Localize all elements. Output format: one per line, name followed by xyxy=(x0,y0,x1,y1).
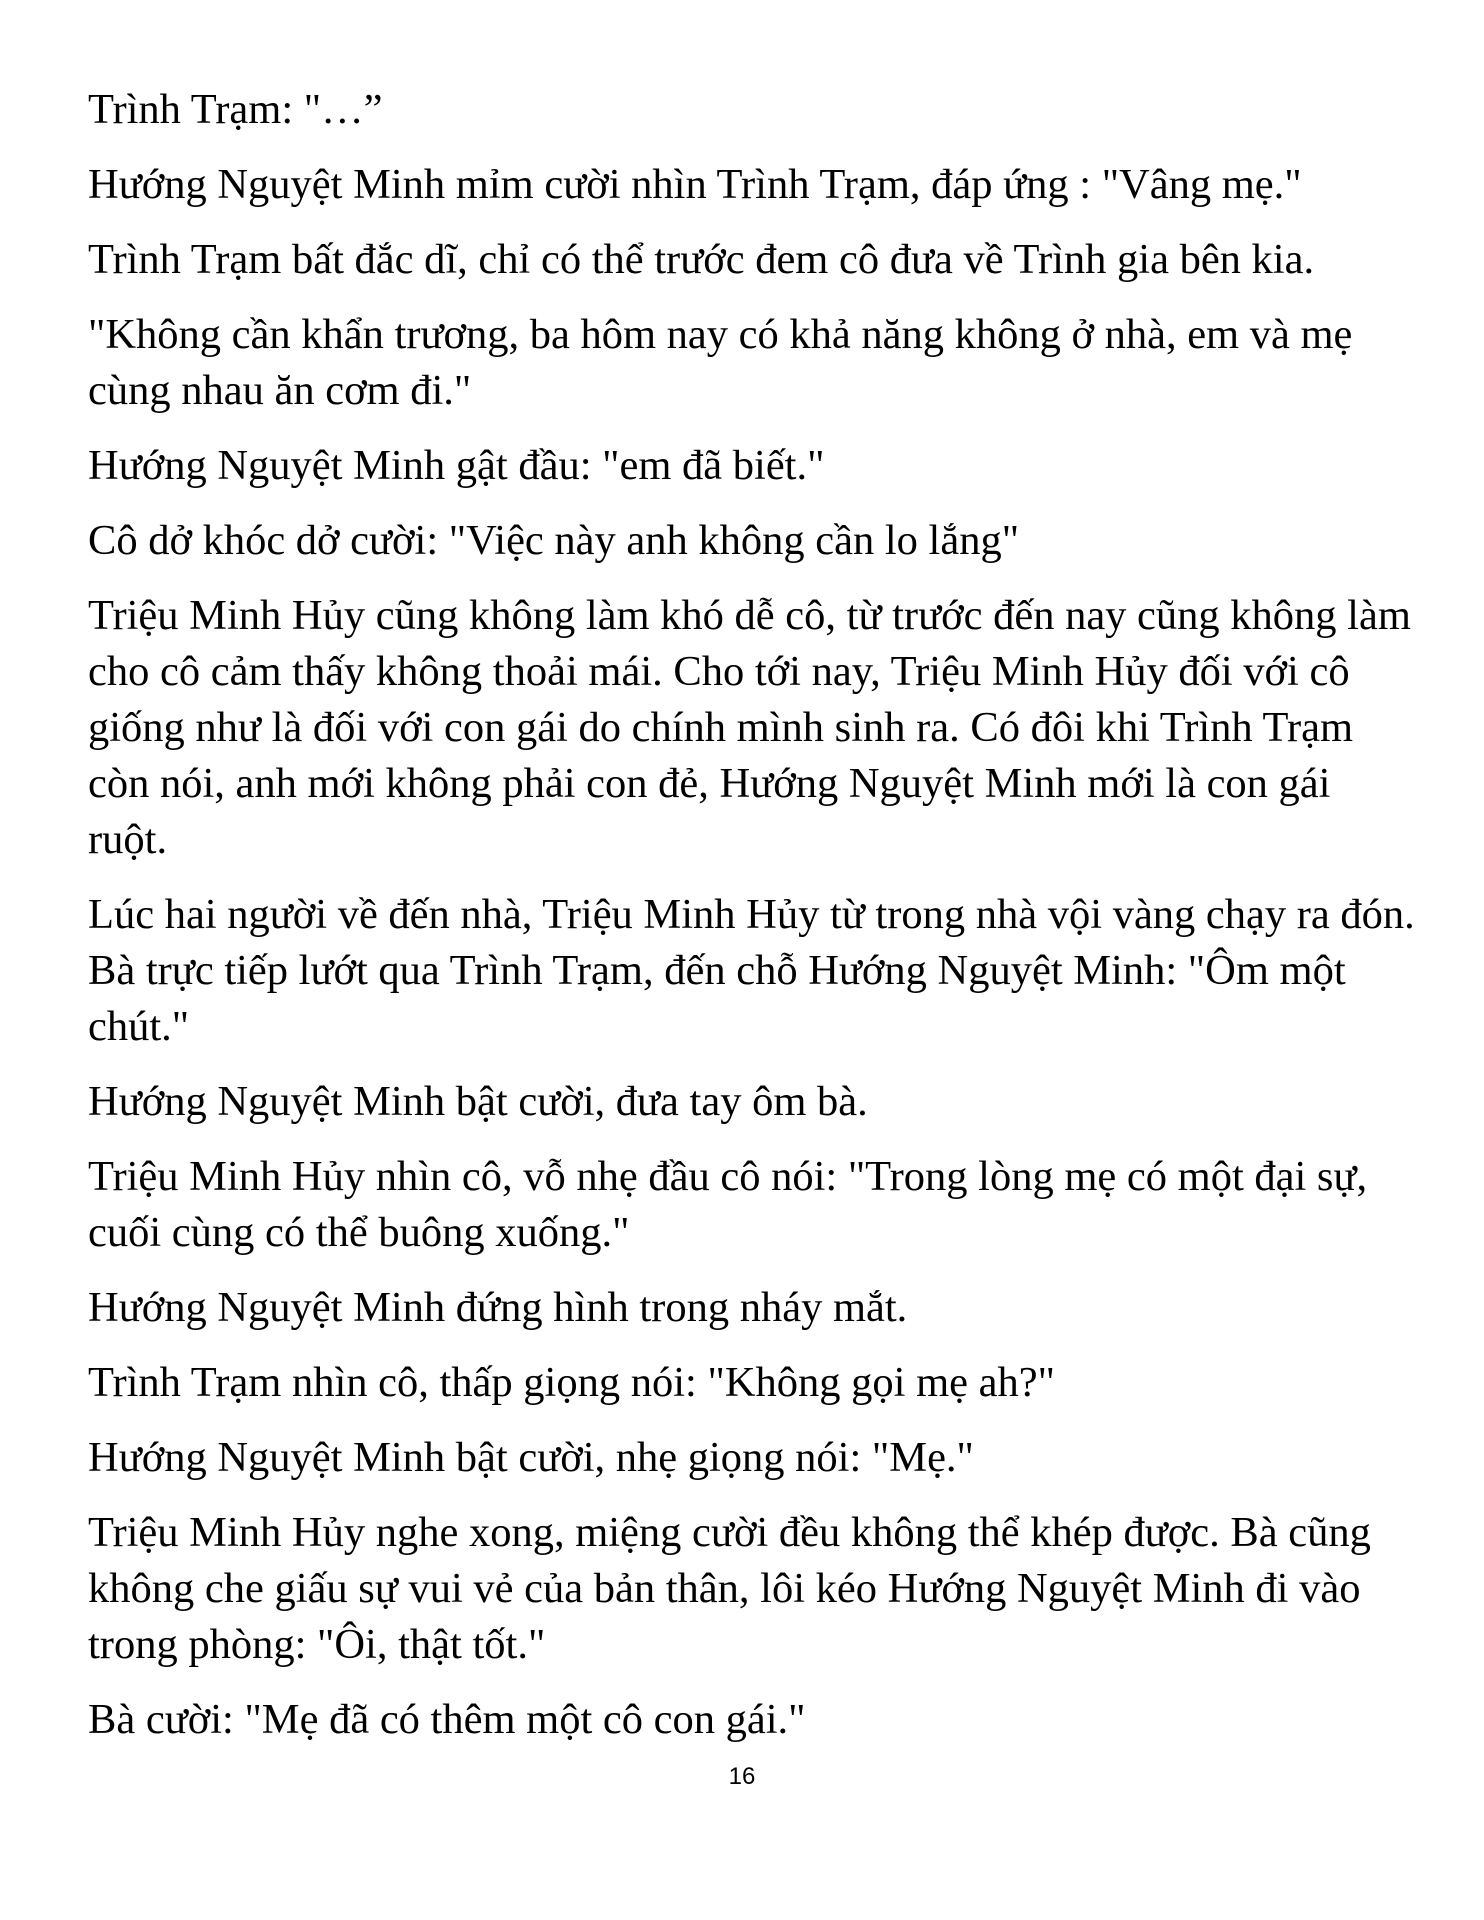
paragraph-13: Hướng Nguyệt Minh bật cười, nhẹ giọng nói: "Mẹ." xyxy=(88,1434,974,1481)
paragraph-8: Lúc hai người về đến nhà, Triệu Minh Hủy từ trong nhà vội vàng chạy ra đón. Bà trực tiếp lướt qua Trình Trạm, đến chỗ Hướng Nguyệt Minh: "Ôm một chút." xyxy=(88,891,1415,1050)
paragraph-3: Trình Trạm bất đắc dĩ, chỉ có thể trước đem cô đưa về Trình gia bên kia. xyxy=(88,236,1315,283)
paragraph-7: Triệu Minh Hủy cũng không làm khó dễ cô, từ trước đến nay cũng không làm cho cô cảm thấy không thoải mái. Cho tới nay, Triệu Minh Hủy đối với cô giống như là đối với con gái do chính mình sinh ra. Có đôi khi Trình Trạm còn nói, anh mới không phải con đẻ, Hướng Nguyệt Minh mới là con gái ruột. xyxy=(88,592,1411,863)
paragraph-12: Trình Trạm nhìn cô, thấp giọng nói: "Không gọi mẹ ah?" xyxy=(88,1359,1055,1406)
paragraph-10: Triệu Minh Hủy nhìn cô, vỗ nhẹ đầu cô nói: "Trong lòng mẹ có một đại sự, cuối cùng có thể buông xuống." xyxy=(88,1153,1368,1256)
page-number: 16 xyxy=(728,1763,756,1790)
paragraph-15: Bà cười: "Mẹ đã có thêm một cô con gái." xyxy=(88,1696,806,1743)
paragraph-9: Hướng Nguyệt Minh bật cười, đưa tay ôm bà. xyxy=(88,1078,868,1125)
paragraph-14: Triệu Minh Hủy nghe xong, miệng cười đều không thể khép được. Bà cũng không che giấu sự vui vẻ của bản thân, lôi kéo Hướng Nguyệt Minh đi vào trong phòng: "Ôi, thật tốt." xyxy=(88,1509,1371,1668)
paragraph-4: "Không cần khẩn trương, ba hôm nay có khả năng không ở nhà, em và mẹ cùng nhau ăn cơm đi." xyxy=(88,311,1353,414)
paragraph-2: Hướng Nguyệt Minh mỉm cười nhìn Trình Trạm, đáp ứng : "Vâng mẹ." xyxy=(88,161,1302,208)
paragraph-6: Cô dở khóc dở cười: "Việc này anh không cần lo lắng" xyxy=(88,517,1020,564)
document-page xyxy=(88,82,1418,1767)
paragraph-11: Hướng Nguyệt Minh đứng hình trong nháy mắt. xyxy=(88,1284,908,1331)
paragraph-1: Trình Trạm: "…” xyxy=(88,86,383,133)
paragraph-5: Hướng Nguyệt Minh gật đầu: "em đã biết." xyxy=(88,442,825,489)
